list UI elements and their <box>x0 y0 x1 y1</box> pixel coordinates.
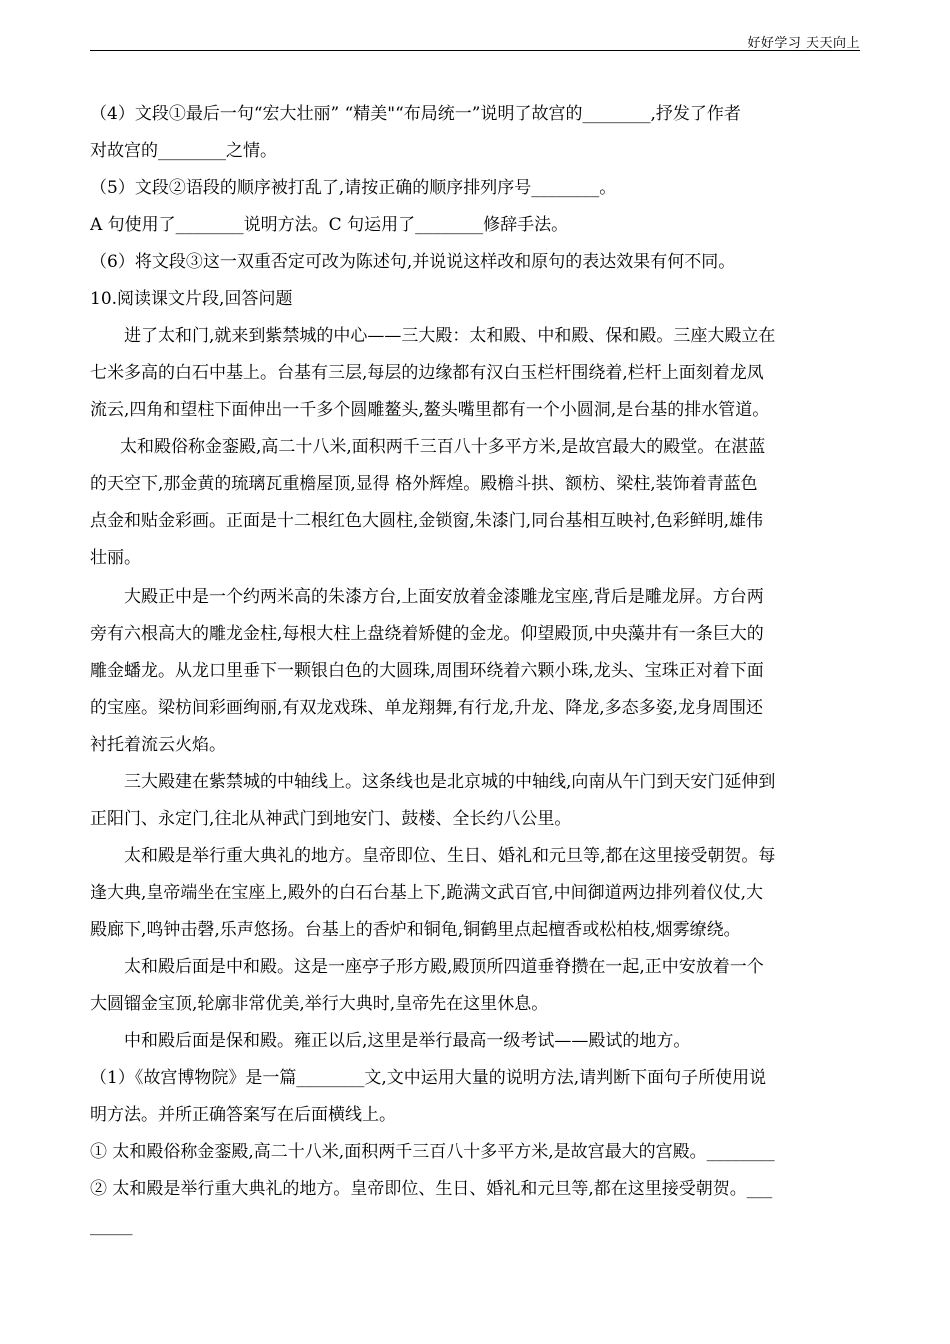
passage-para-6-line-1: 太和殿后面是中和殿。这是一座亭子形方殿,殿顶所四道垂脊攒在一起,正中安放着一个 <box>124 957 764 977</box>
passage-para-5-line-3: 殿廊下,鸣钟击磬,乐声悠扬。台基上的香炉和铜龟,铜鹤里点起檀香或松柏枝,烟雾缭绕。 <box>90 920 741 940</box>
sub-question-1-line-2: 明方法。并所正确答案写在后面横线上。 <box>90 1105 396 1125</box>
sub-question-1-item-1: ① 太和殿俗称金銮殿,高二十八米,面积两千三百八十多平方米,是故宫最大的宫殿。________ <box>90 1142 775 1162</box>
passage-para-2-line-4: 壮丽。 <box>90 548 141 568</box>
passage-para-2-line-3: 点金和贴金彩画。正面是十二根红色大圆柱,金锁窗,朱漆门,同台基相互映衬,色彩鲜明,雄伟 <box>90 511 764 531</box>
question-6-line: （6）将文段③这一双重否定可改为陈述句,并说说这样改和原句的表达效果有何不同。 <box>90 252 736 272</box>
passage-para-4-line-1: 三大殿建在紫禁城的中轴线上。这条线也是北京城的中轴线,向南从午门到天安门延伸到 <box>124 772 776 792</box>
passage-para-1-line-2: 七米多高的白石中基上。台基有三层,每层的边缘都有汉白玉栏杆围绕着,栏杆上面刻着龙凤 <box>90 363 764 383</box>
passage-para-6-line-2: 大圆镏金宝顶,轮廓非常优美,举行大典时,皇帝先在这里休息。 <box>90 994 549 1014</box>
passage-para-3-line-3: 雕金蟠龙。从龙口里垂下一颗银白色的大圆珠,周围环绕着六颗小珠,龙头、宝珠正对着下面 <box>90 661 764 681</box>
passage-para-1-line-1: 进了太和门,就来到紫禁城的中心——三大殿：太和殿、中和殿、保和殿。三座大殿立在 <box>124 326 776 346</box>
header-text: 好好学习 天天向上 <box>747 36 860 51</box>
passage-para-7-line-1: 中和殿后面是保和殿。雍正以后,这里是举行最高一级考试——殿试的地方。 <box>124 1031 691 1051</box>
question-5-line-2: A 句使用了________说明方法。C 句运用了________修辞手法。 <box>90 215 569 235</box>
sub-question-1-item-2-continued: _____ <box>90 1216 133 1236</box>
passage-para-1-line-3: 流云,四角和望柱下面伸出一千多个圆雕鳌头,鳌头嘴里都有一个小圆洞,是台基的排水管道。 <box>90 400 770 420</box>
question-4-line-2: 对故宫的________之情。 <box>90 141 277 161</box>
question-4-line-1: （4）文段①最后一句“宏大壮丽” “精美"“布局统一”说明了故宫的________,抒发了作者 <box>90 104 741 124</box>
passage-para-4-line-2: 正阳门、永定门,往北从神武门到地安门、鼓楼、全长约八公里。 <box>90 809 572 829</box>
passage-para-2-line-1: 太和殿俗称金銮殿,高二十八米,面积两千三百八十多平方米,是故宫最大的殿堂。在湛蓝 <box>120 437 766 457</box>
document-body <box>90 96 860 1245</box>
passage-para-5-line-1: 太和殿是举行重大典礼的地方。皇帝即位、生日、婚礼和元旦等,都在这里接受朝贺。每 <box>124 846 776 866</box>
page-header <box>90 30 860 51</box>
passage-para-3-line-5: 衬托着流云火焰。 <box>90 735 226 755</box>
passage-para-3-line-2: 旁有六根高大的雕龙金柱,每根大柱上盘绕着矫健的金龙。仰望殿顶,中央藻井有一条巨大的 <box>90 624 764 644</box>
passage-para-3-line-4: 的宝座。梁枋间彩画绚丽,有双龙戏珠、单龙翔舞,有行龙,升龙、降龙,多态多姿,龙身周围还 <box>90 698 764 718</box>
passage-para-2-line-2: 的天空下,那金黄的琉璃瓦重檐屋顶,显得 格外辉煌。殿檐斗拱、额枋、梁柱,装饰着青蓝色 <box>90 474 758 494</box>
question-5-line-1: （5）文段②语段的顺序被打乱了,请按正确的顺序排列序号________。 <box>90 178 617 198</box>
question-10-heading: 10.阅读课文片段,回答问题 <box>90 289 293 309</box>
passage-para-3-line-1: 大殿正中是一个约两米高的朱漆方台,上面安放着金漆雕龙宝座,背后是雕龙屏。方台两 <box>124 587 764 607</box>
sub-question-1-line-1: （1）《故宫博物院》是一篇________文,文中运用大量的说明方法,请判断下面句子所使用说 <box>90 1068 767 1088</box>
sub-question-1-item-2: ② 太和殿是举行重大典礼的地方。皇帝即位、生日、婚礼和元旦等,都在这里接受朝贺。___ <box>90 1179 773 1199</box>
passage-para-5-line-2: 逢大典,皇帝端坐在宝座上,殿外的白石台基上下,跪满文武百官,中间御道两边排列着仪仗,大 <box>90 883 764 903</box>
